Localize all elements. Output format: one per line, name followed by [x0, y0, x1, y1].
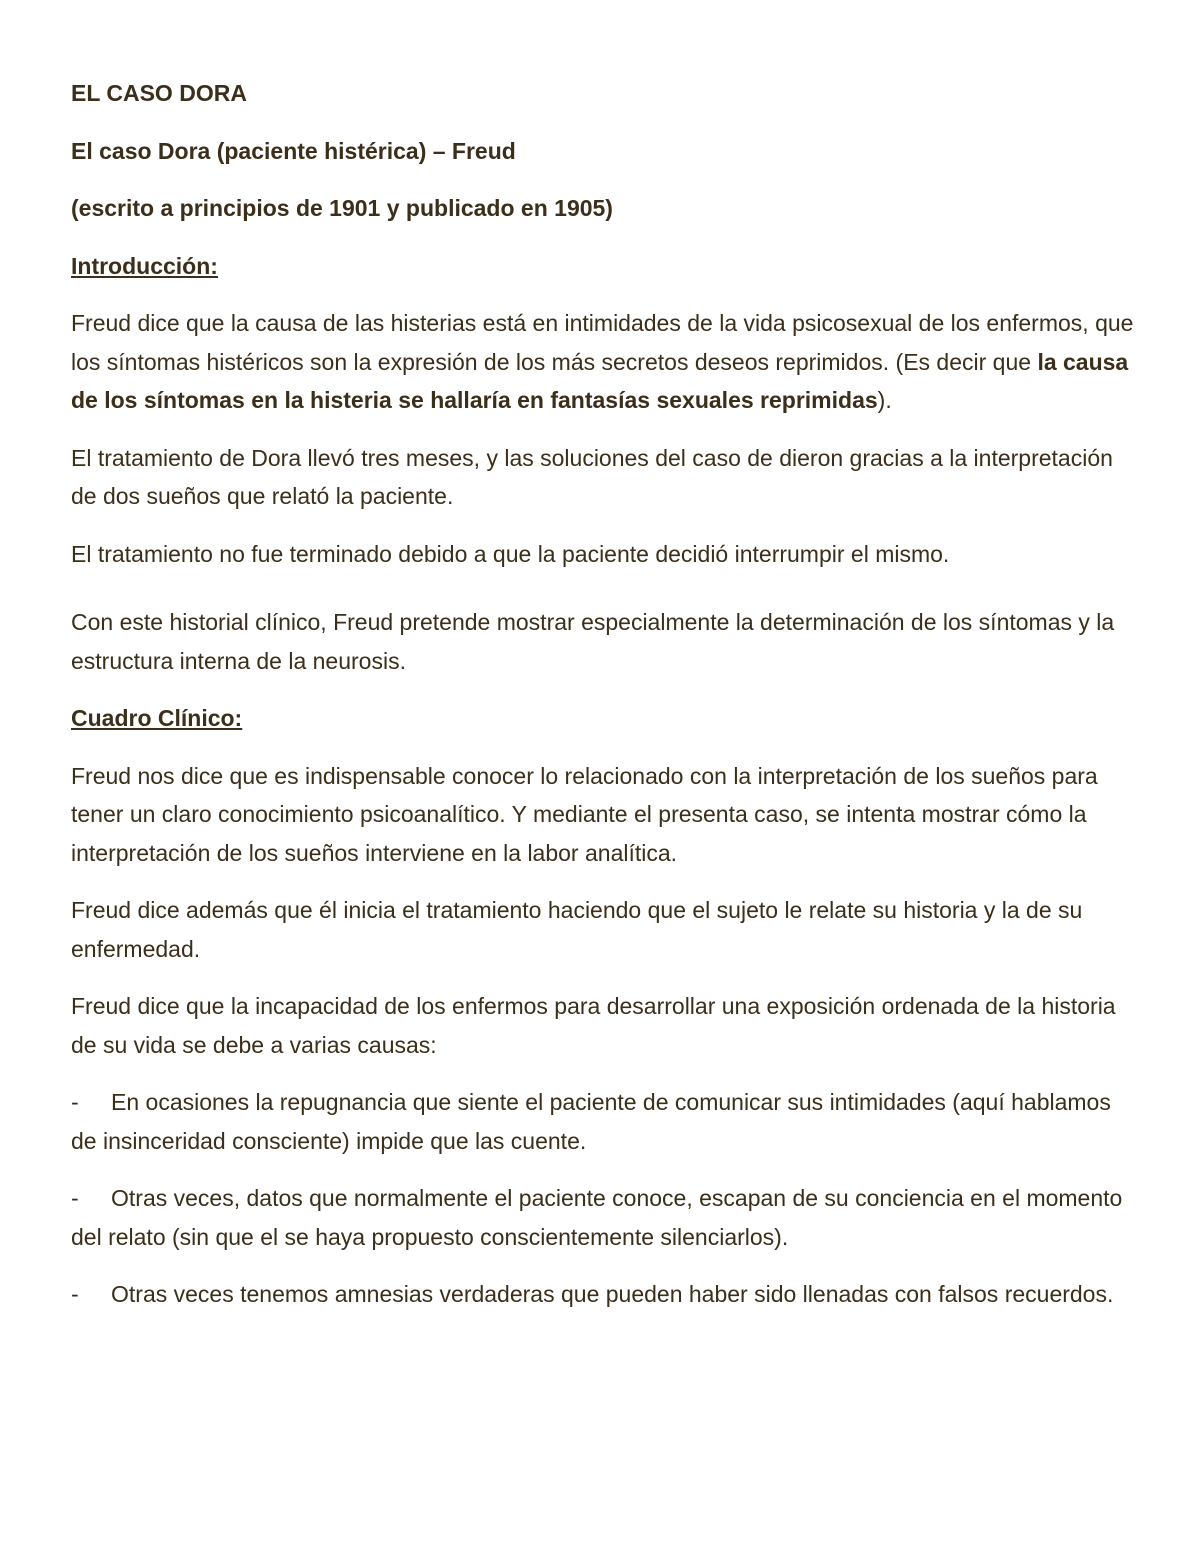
intro-p1-emphasis: la causa de los síntomas en la histeria se hallaría en fantasías sexuales reprimidas: [71, 348, 1129, 413]
intro-paragraph-1: [71, 304, 1139, 420]
clinical-paragraph-2: Freud dice además que él inicia el tratamiento haciendo que el sujeto le relate su historia y la de su enfermedad.: [71, 897, 1083, 962]
list-item-text: Otras veces tenemos amnesias verdaderas que pueden haber sido llenadas con falsos recuerdos.: [111, 1281, 1114, 1307]
bullet-marker: -: [71, 1185, 79, 1211]
intro-p1-text: Freud dice que la causa de las histerias está en intimidades de la vida psicosexual de los enfermos, que los síntomas histéricos son la expresión de los más secretos deseos reprimidos. (Es decir que: [71, 310, 1134, 375]
bullet-marker: -: [71, 1089, 79, 1115]
intro-paragraph-4: Con este historial clínico, Freud pretende mostrar especialmente la determinación de los síntomas y la estructura interna de la neurosis.: [71, 609, 1115, 674]
list-item: [71, 1179, 1139, 1256]
bullet-marker: -: [71, 1281, 79, 1307]
intro-p1-end: ).: [877, 387, 892, 413]
document-title: EL CASO DORA: [71, 80, 247, 106]
document-page: [71, 74, 1139, 1333]
list-item-text: En ocasiones la repugnancia que siente el paciente de comunicar sus intimidades (aquí hablamos de insinceridad consciente) impide que las cuente.: [71, 1089, 1111, 1154]
list-item: [71, 1083, 1139, 1160]
intro-paragraph-2: El tratamiento de Dora llevó tres meses, y las soluciones del caso de dieron gracias a la interpretación de dos sueños que relató la paciente.: [71, 444, 1113, 509]
list-item: [71, 1275, 1139, 1314]
intro-heading: Introducción:: [71, 252, 218, 279]
intro-paragraph-3: El tratamiento no fue terminado debido a que la paciente decidió interrumpir el mismo.: [71, 540, 950, 567]
list-item-text: Otras veces, datos que normalmente el paciente conoce, escapan de su conciencia en el momento del relato (sin que el se haya propuesto conscientemente silenciarlos).: [71, 1185, 1123, 1250]
clinical-heading: Cuadro Clínico:: [71, 705, 243, 731]
document-subtitle: El caso Dora (paciente histérica) – Freud: [71, 137, 516, 164]
clinical-paragraph-3: Freud dice que la incapacidad de los enfermos para desarrollar una exposición ordenada de la historia de su vida se debe a varias causas:: [71, 993, 1116, 1058]
date-note: (escrito a principios de 1901 y publicado en 1905): [71, 195, 613, 221]
clinical-paragraph-1: Freud nos dice que es indispensable conocer lo relacionado con la interpretación de los sueños para tener un claro conocimiento psicoanalítico. Y mediante el presenta caso, se intenta mostrar cómo la interpretación de los sueños interviene en la labor analítica.: [71, 762, 1098, 866]
